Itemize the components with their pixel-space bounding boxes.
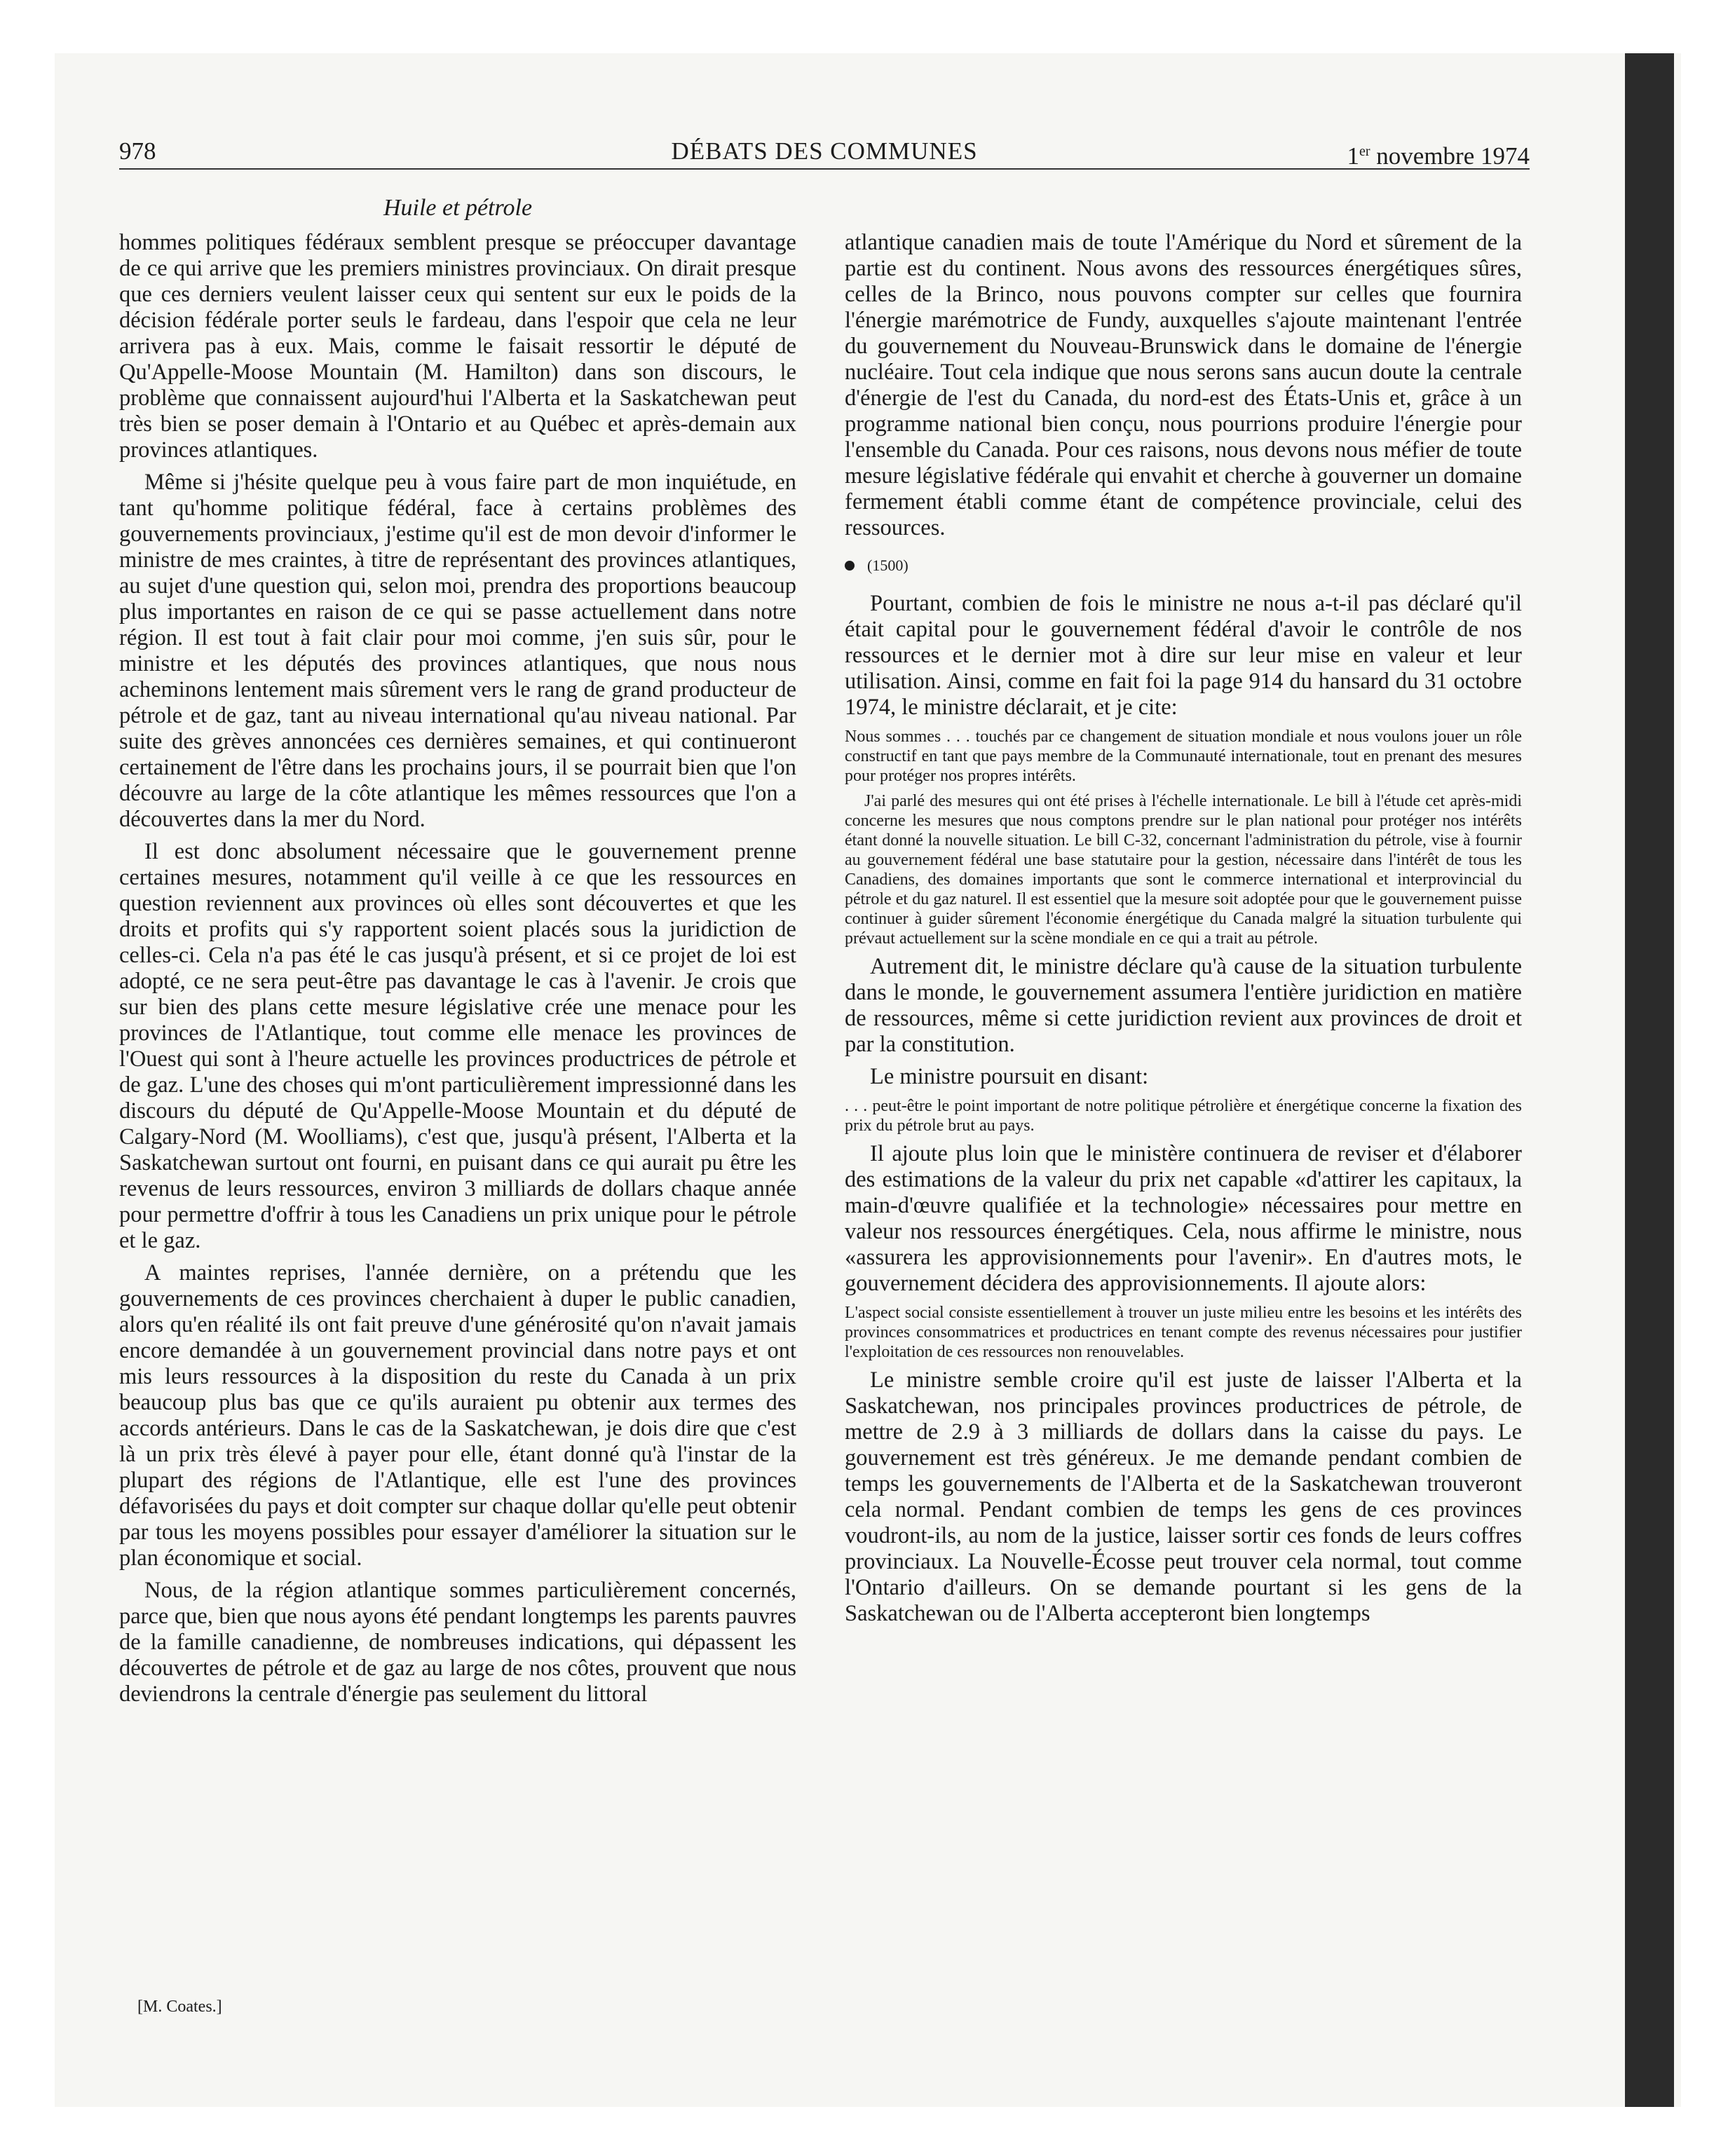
block-quote: . . . peut-être le point important de notre politique pétrolière et énergétique concerne la fixation des prix du pétrole brut au pays.	[845, 1097, 1522, 1135]
date-month-year: novembre 1974	[1370, 142, 1530, 170]
bullet-icon	[845, 561, 855, 571]
paragraph: Il ajoute plus loin que le ministère continuera de reviser et d'élaborer des estimations de la valeur du prix net capable «d'attirer les capitaux, la main-d'œuvre qualifiée et la technologie» nécessaires pour mettre en valeur nos ressources énergétiques. Cela, nous affirme le ministre, nous «assurera les approvisionnements pour l'avenir». En d'autres mots, le gouvernement décidera des approvisionnements. Il ajoute alors:	[845, 1141, 1522, 1296]
paragraph: Il est donc absolument nécessaire que le gouvernement prenne certaines mesures, notamment qu'il veille à ce que les ressources en question reviennent aux provinces où elles sont découvertes et que les droits et profits qui s'y rapportent soient placés sous la juridiction de celles-ci. Cela n'a pas été le cas jusqu'à présent, et si ce projet de loi est adopté, ce ne sera peut-être pas davantage le cas à l'avenir. Je crois que sur bien des plans cette mesure législative crée une menace pour les provinces de l'Atlantique, tout comme elle menace les provinces de l'Ouest qui sont à l'heure actuelle les provinces productrices de pétrole et de gaz. L'une des choses qui m'ont particulièrement impressionné dans les discours du député de Qu'Appelle-Moose Mountain et du député de Calgary-Nord (M. Woolliams), c'est que, jusqu'à présent, l'Alberta et la Saskatchewan surtout ont fourni, en puisant dans ce qui aurait pu être les revenus de leurs ressources, environ 3 milliards de dollars chaque année pour permettre d'offrir à tous les Canadiens un prix unique pour le pétrole et le gaz.	[119, 839, 796, 1253]
page-date	[1347, 135, 1530, 173]
time-marker	[845, 552, 1522, 578]
paragraph: Nous, de la région atlantique sommes particulièrement concernés, parce que, bien que nous ayons été pendant longtemps les parents pauvres de la famille canadienne, de nombreuses indications, qui dépassent les découvertes de pétrole et de gaz au large de nos côtes, prouvent que nous deviendrons la centrale d'énergie pas seulement du littoral	[119, 1578, 796, 1707]
paragraph: Le ministre poursuit en disant:	[870, 1064, 1149, 1089]
paragraph: Pourtant, combien de fois le ministre ne nous a-t-il pas déclaré qu'il était capital pour le gouvernement fédéral d'avoir le contrôle de nos ressources et le dernier mot à dire sur leur mise en valeur et leur utilisation. Ainsi, comme en fait foi la page 914 du hansard du 31 octobre 1974, le ministre déclarait, et je cite:	[845, 591, 1522, 720]
time-marker-text: (1500)	[867, 557, 909, 574]
date-ordinal: er	[1359, 144, 1370, 159]
left-column	[119, 230, 796, 1714]
block-quote: J'ai parlé des mesures qui ont été prises à l'échelle internationale. Le bill à l'étude cet après-midi concerne les mesures que nous comptons prendre sur le plan national pour protéger nos intérêts étant donné la nouvelle situation. Le bill C-32, concernant l'administration du pétrole, vise à fournir au gouvernement fédéral une base statutaire pour la gestion, nécessaire dans l'intérêt de tous les Canadiens, des domaines importants que sont le commerce international et interprovincial du pétrole et du gaz naturel. Il est essentiel que la mesure soit adoptée pour que le gouvernement puisse continuer à guider sûrement l'économie énergétique du Canada malgré la situation turbulente qui prévaut actuellement sur la scène mondiale en ce qui a trait au pétrole.	[845, 792, 1522, 948]
publication-title: DÉBATS DES COMMUNES	[671, 137, 978, 165]
speaker-attribution: [M. Coates.]	[137, 1998, 222, 2016]
page-number: 978	[119, 137, 156, 165]
paragraph: atlantique canadien mais de toute l'Amérique du Nord et sûrement de la partie est du continent. Nous avons des ressources énergétiques sûres, celles de la Brinco, nous pouvons compter sur celles que fournira l'énergie marémotrice de Fundy, auxquelles s'ajoute maintenant l'entrée du gouvernement du Nouveau-Brunswick dans le domaine de l'énergie nucléaire. Tout cela indique que nous serons sans aucun doute la centrale d'énergie de l'est du Canada, du nord-est des États-Unis et, grâce à un programme national bien conçu, nous pourrions produire l'énergie pour l'ensemble du Canada. Pour ces raisons, nous devons nous méfier de toute mesure législative fédérale qui envahit et cherche à gouverner un domaine fermement établi comme étant de compétence provinciale, celui des ressources.	[845, 230, 1522, 540]
page-header	[119, 135, 1530, 170]
paragraph: hommes politiques fédéraux semblent presque se préoccuper davantage de ce qui arrive que les premiers ministres provinciaux. On dirait presque que ces derniers veulent laisser ceux qui sentent sur eux le poids de la décision fédérale porter seuls le fardeau, dans l'espoir que cela ne leur arrivera pas à eux. Mais, comme le faisait ressortir le député de Qu'Appelle-Moose Mountain (M. Hamilton) dans son discours, le problème que connaissent aujourd'hui l'Alberta et la Saskatchewan peut très bien se poser demain à l'Ontario et au Québec et après-demain aux provinces atlantiques.	[119, 230, 796, 463]
scan-edge-shadow	[1625, 53, 1674, 2107]
section-title: Huile et pétrole	[383, 195, 533, 221]
date-day: 1	[1347, 142, 1359, 170]
paragraph: Autrement dit, le ministre déclare qu'à cause de la situation turbulente dans le monde, le gouvernement assumera l'entière juridiction en matière de ressources, même si cette juridiction revient aux provinces de droit et par la constitution.	[845, 954, 1522, 1057]
block-quote: L'aspect social consiste essentiellement à trouver un juste milieu entre les besoins et les intérêts des provinces consommatrices et productrices en tenant compte des revenus nécessaires pour justifier l'exploitation de ces ressources non renouvelables.	[845, 1304, 1522, 1361]
right-column	[845, 230, 1522, 1633]
block-quote: Nous sommes . . . touchés par ce changement de situation mondiale et nous voulons jouer un rôle constructif en tant que pays membre de la Communauté internationale, tout en prenant des mesures pour protéger nos propres intérêts.	[845, 728, 1522, 785]
paragraph: A maintes reprises, l'année dernière, on a prétendu que les gouvernements de ces provinces cherchaient à duper le public canadien, alors qu'en réalité ils ont fait preuve d'une générosité qu'on n'avait jamais encore demandée à un gouvernement provincial dans notre pays et ont mis leurs ressources à la disposition du reste du Canada à un prix beaucoup plus bas que ce qu'ils auraient pu obtenir aux termes des accords antérieurs. Dans le cas de la Saskatchewan, je dois dire que c'est là un prix très élevé à payer pour elle, étant donné qu'à l'instar de la plupart des régions de l'Atlantique, elle est l'une des provinces défavorisées du pays et doit compter sur chaque dollar qu'elle peut obtenir par tous les moyens possibles pour essayer d'améliorer la situation sur le plan économique et social.	[119, 1260, 796, 1571]
paragraph: Le ministre semble croire qu'il est juste de laisser l'Alberta et la Saskatchewan, nos principales provinces productrices de pétrole, de mettre de 2.9 à 3 milliards de dollars dans la caisse du pays. Le gouvernement est très généreux. Je me demande pendant combien de temps les gouvernements de l'Alberta et de la Saskatchewan trouveront cela normal. Pendant combien de temps les gens de ces provinces voudront-ils, au nom de la justice, laisser sortir ces fonds de leurs coffres provinciaux. La Nouvelle-Écosse peut trouver cela normal, tout comme l'Ontario d'ailleurs. On se demande pourtant si les gens de la Saskatchewan ou de l'Alberta accepteront bien longtemps	[845, 1367, 1522, 1626]
paragraph: Même si j'hésite quelque peu à vous faire part de mon inquiétude, en tant qu'homme politique fédéral, face à certains problèmes des gouvernements provinciaux, j'estime qu'il est de mon devoir d'informer le ministre de mes craintes, à titre de représentant des provinces atlantiques, au sujet d'une question qui, selon moi, prendra des proportions beaucoup plus importantes en raison de ce qui se passe actuellement dans notre région. Il est tout à fait clair pour moi comme, j'en suis sûr, pour le ministre et les députés des provinces atlantiques, que nous nous acheminons lentement mais sûrement vers le rang de grand producteur de pétrole et de gaz, tant au niveau international qu'au niveau national. Par suite des grèves annoncées ces dernières semaines, et qui continueront certainement de l'être dans les prochains jours, il se pourrait bien que l'on découvre au large de la côte atlantique les mêmes ressources que l'on a découvertes dans la mer du Nord.	[119, 470, 796, 832]
